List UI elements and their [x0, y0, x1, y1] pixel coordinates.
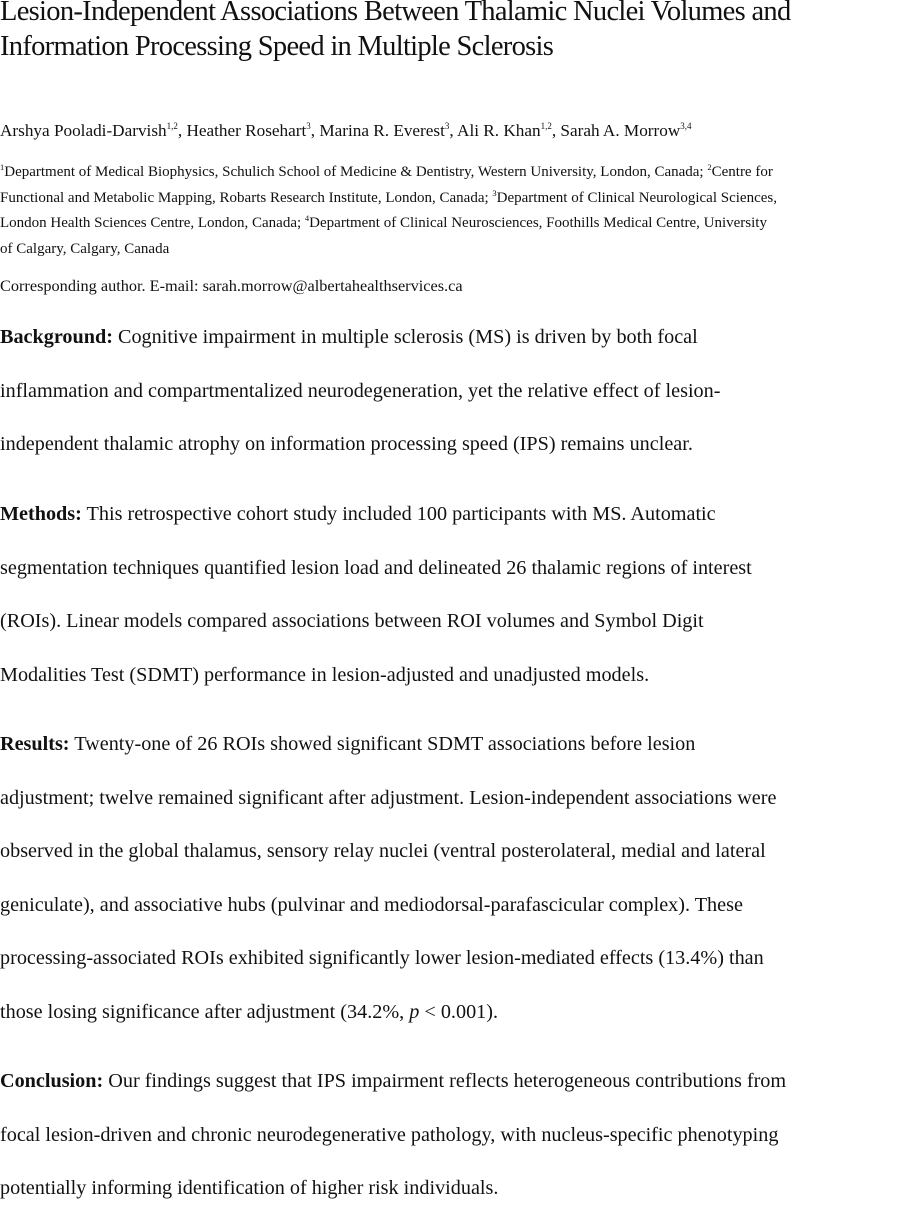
abstract-line: geniculate), and associative hubs (pulvinar and mediodorsal-parafascicular complex). These — [0, 893, 743, 916]
affiliation-text: Department of Clinical Neurosciences, Foothills Medical Centre, University — [309, 215, 767, 231]
abstract-text: Twenty-one of 26 ROIs showed significant SDMT associations before lesion — [69, 733, 696, 755]
p-value-symbol: p — [409, 1000, 420, 1023]
title-line: Information Processing Speed in Multiple Sclerosis — [0, 31, 554, 62]
abstract-text: This retrospective cohort study included 100 participants with MS. Automatic — [81, 503, 716, 525]
author-affiliation-mark: 3,4 — [680, 121, 692, 131]
author-name: Arshya Pooladi-Darvish — [0, 121, 167, 140]
author-separator: , — [310, 121, 320, 140]
title-line: Lesion-Independent Associations Between Thalamic Nuclei Volumes and — [0, 0, 791, 27]
author-name: Ali R. Khan — [457, 121, 541, 140]
author-name: Marina R. Everest — [319, 121, 445, 140]
affiliations — [0, 160, 906, 261]
abstract-line: inflammation and compartmentalized neurodegeneration, yet the relative effect of lesion- — [0, 379, 721, 402]
affiliation-line — [0, 211, 906, 237]
author-separator: , — [177, 121, 187, 140]
section-heading: Background: — [0, 326, 113, 348]
author-affiliation-mark: 3 — [306, 121, 311, 131]
author-affiliation-mark: 1,2 — [166, 121, 178, 131]
affiliation-text: London Health Sciences Centre, London, Canada; — [0, 215, 305, 231]
affiliation-text: Functional and Metabolic Mapping, Robarts Research Institute, London, Canada; — [0, 189, 493, 206]
affiliation-text: Centre for — [711, 164, 773, 180]
abstract-line: focal lesion-driven and chronic neurodegenerative pathology, with nucleus-specific phenotyping — [0, 1123, 779, 1146]
abstract-line: (ROIs). Linear models compared associations between ROI volumes and Symbol Digit — [0, 610, 704, 633]
affiliation-text: Department of Clinical Neurological Sciences, — [496, 189, 777, 206]
affiliation-mark: 1 — [0, 162, 5, 172]
abstract-results — [0, 718, 906, 1040]
abstract-line — [0, 986, 906, 1040]
author-name: Sarah A. Morrow — [560, 121, 681, 140]
abstract-background — [0, 311, 906, 472]
corresponding-author: Corresponding author. E-mail: sarah.morrow@albertahealthservices.ca — [0, 276, 463, 295]
abstract-line: independent thalamic atrophy on information processing speed (IPS) remains unclear. — [0, 433, 693, 456]
abstract-line: observed in the global thalamus, sensory relay nuclei (ventral posterolateral, medial and lateral — [0, 840, 766, 863]
author-affiliation-mark: 1,2 — [540, 121, 552, 131]
abstract-line — [0, 311, 906, 365]
author-separator: , — [551, 121, 561, 140]
affiliation-line — [0, 186, 906, 212]
abstract-text: Our findings suggest that IPS impairment reflects heterogeneous contributions from — [103, 1070, 787, 1092]
abstract-text: < 0.001). — [419, 1000, 499, 1023]
abstract-text: Cognitive impairment in multiple sclerosis (MS) is driven by both focal — [112, 326, 698, 348]
affiliation-line — [0, 237, 906, 262]
abstract-line — [0, 1055, 906, 1109]
abstract-line: segmentation techniques quantified lesion load and delineated 26 thalamic regions of interest — [0, 556, 752, 579]
affiliation-text: Department of Medical Biophysics, Schulich School of Medicine & Dentistry, Western University, London, Canada; — [4, 164, 708, 180]
affiliation-mark: 2 — [707, 162, 712, 172]
section-heading: Results: — [0, 733, 70, 755]
affiliation-text: of Calgary, Calgary, Canada — [0, 240, 170, 257]
author-list — [0, 121, 692, 143]
abstract-line: adjustment; twelve remained significant after adjustment. Lesion-independent associations were — [0, 786, 777, 809]
abstract-line: Modalities Test (SDMT) performance in lesion-adjusted and unadjusted models. — [0, 663, 650, 686]
author-affiliation-mark: 3 — [444, 121, 450, 131]
affiliation-mark: 4 — [304, 213, 310, 223]
affiliation-mark: 3 — [492, 187, 497, 198]
section-heading: Methods: — [0, 503, 82, 525]
author-separator: , — [449, 121, 458, 140]
affiliation-line — [0, 160, 906, 186]
abstract-methods — [0, 488, 906, 702]
abstract-line — [0, 488, 906, 542]
abstract-line: potentially informing identification of higher risk individuals. — [0, 1177, 499, 1200]
abstract-conclusion — [0, 1055, 906, 1216]
section-heading: Conclusion: — [0, 1070, 104, 1092]
abstract-line: processing-associated ROIs exhibited significantly lower lesion-mediated effects (13.4%) than — [0, 947, 764, 970]
paper-title — [0, 0, 906, 64]
abstract-text: those losing significance after adjustment (34.2%, — [0, 1000, 410, 1023]
author-name: Heather Rosehart — [186, 121, 307, 140]
abstract-line — [0, 718, 906, 772]
